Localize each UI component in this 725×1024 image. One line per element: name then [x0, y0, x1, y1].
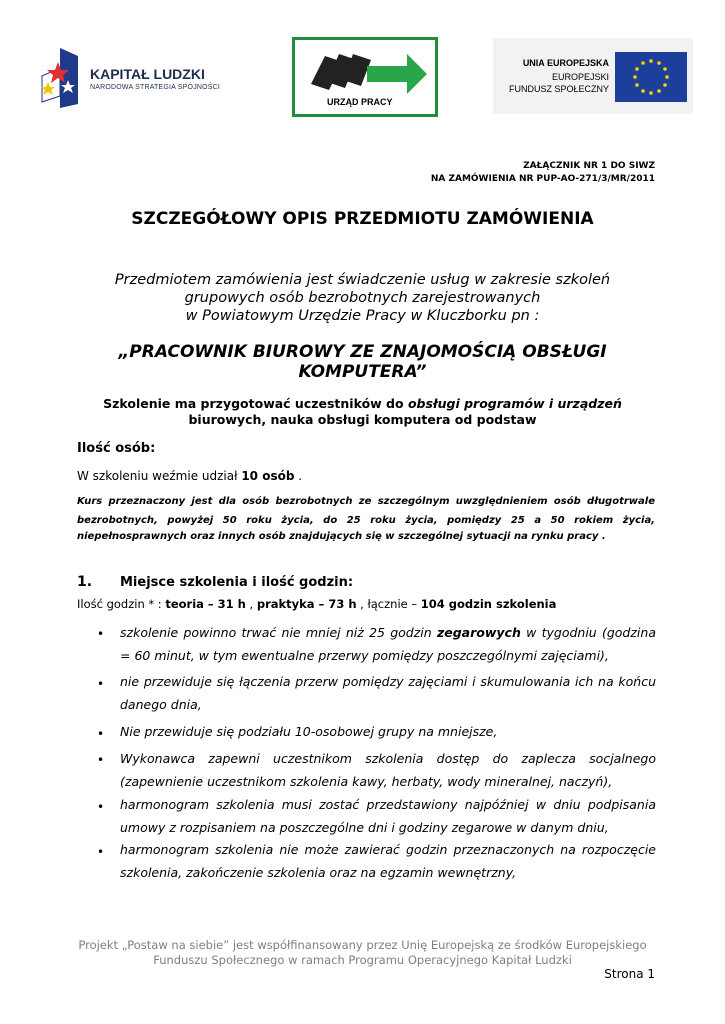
persons-text-a: W szkoleniu weźmie udział — [77, 469, 242, 483]
section-number: 1. — [77, 574, 93, 590]
kapital-ludzki-title: KAPITAŁ LUDZKI — [90, 66, 205, 82]
footer-line-1: Projekt „Postaw na siebie” jest współfinansowany przez Unię Europejską ze środków Europejskiego — [78, 938, 647, 952]
persons-heading: Ilość osób: — [77, 441, 156, 456]
persons-text — [77, 469, 302, 483]
list-item: harmonogram szkolenia musi zostać przedstawiony najpóźniej w dniu podpisania umowy z rozpisaniem na poszczególne dni i godziny zegarowe w danym dniu, — [120, 797, 656, 835]
hours-theory: teoria – 31 h — [165, 597, 246, 611]
list-item: Wykonawca zapewni uczestnikom szkolenia dostęp do zaplecza socjalnego (zapewnienie uczestnikom szkolenia kawy, herbaty, wody mineralnej, naczyń), — [120, 751, 656, 789]
list-item: nie przewiduje się łączenia przerw pomiędzy zajęciami i skumulowania ich na końcu danego dnia, — [120, 674, 656, 712]
intro-line-3: w Powiatowym Urzędzie Pracy w Kluczborku pn : — [185, 308, 540, 324]
kapital-ludzki-subtitle: NARODOWA STRATEGIA SPÓJNOŚCI — [90, 84, 221, 91]
course-title-line-1: „PRACOWNIK BIUROWY ZE ZNAJOMOŚCIĄ OBSŁUGI — [118, 342, 607, 362]
hours-line — [77, 597, 556, 611]
eu-flag-icon — [615, 52, 687, 102]
bullet-icon: • — [97, 753, 105, 767]
list-item-text: w tygodniu (godzina = 60 minut, w tym ewentualne przerwy pomiędzy poszczególnymi zajęciami), — [120, 625, 656, 663]
footer-line-2: Funduszu Społecznego w ramach Programu Operacyjnego Kapitał Ludzki — [153, 953, 572, 967]
kapital-ludzki-logo — [38, 44, 238, 114]
list-item-text: szkolenie powinno trwać nie mniej niż 25 godzin — [120, 625, 437, 640]
page-number: Strona 1 — [604, 967, 655, 981]
urzad-pracy-logo — [292, 37, 438, 117]
hours-practice: praktyka – 73 h — [256, 597, 357, 611]
bullet-icon: • — [97, 627, 105, 641]
urzad-pracy-emblem-icon — [307, 44, 427, 96]
attachment-ref-line-2: NA ZAMÓWIENIA NR PUP-AO-271/3/MR/2011 — [430, 174, 655, 184]
kurs-line-2: bezrobotnych, powyżej 50 roku życia, do 25 roku życia, pomiędzy 25 a 50 rokiem życia, — [77, 515, 655, 526]
goal-line-1-b: obsługi programów i urządzeń — [407, 396, 622, 411]
goal-line-1 — [0, 396, 725, 411]
goal-line-2: biurowych, nauka obsługi komputera od podstaw — [188, 412, 537, 427]
document-title: SZCZEGÓŁOWY OPIS PRZEDMIOTU ZAMÓWIENIA — [131, 209, 594, 229]
bullet-icon: • — [97, 800, 105, 814]
list-item: Nie przewiduje się podziału 10-osobowej grupy na mniejsze, — [120, 724, 498, 739]
goal-line-1-a: Szkolenie ma przygotować uczestników do — [103, 396, 408, 411]
intro-line-1: Przedmiotem zamówienia jest świadczenie usług w zakresie szkoleń — [114, 272, 611, 288]
list-item — [120, 621, 656, 667]
kurs-line-1: Kurs przeznaczony jest dla osób bezrobotnych ze szczególnym uwzględnieniem osób długotrwale — [77, 496, 655, 507]
kurs-line-3: niepełnosprawnych oraz innych osób znajdujących się w szczególnej sytuacji na rynku pracy . — [77, 531, 606, 542]
bullet-icon: • — [97, 845, 105, 859]
hours-total: 104 godzin szkolenia — [420, 597, 557, 611]
eu-line-3: FUNDUSZ SPOŁECZNY — [508, 84, 609, 94]
attachment-ref-line-1: ZAŁĄCZNIK NR 1 DO SIWZ — [523, 161, 655, 171]
section-title: Miejsce szkolenia i ilość godzin: — [120, 575, 354, 590]
urzad-pracy-label: URZĄD PRACY — [327, 97, 393, 107]
list-item: harmonogram szkolenia nie może zawierać godzin przeznaczonych na rozpoczęcie szkolenia, zakończenie szkolenia oraz na egzamin wewnętrzny, — [120, 842, 656, 880]
bullet-icon: • — [97, 677, 105, 691]
kapital-ludzki-emblem-icon — [38, 46, 88, 110]
list-item-bold: zegarowych — [436, 625, 521, 640]
bullet-icon: • — [97, 727, 105, 741]
eu-line-1: UNIA EUROPEJSKA — [522, 58, 609, 68]
course-title-line-2: KOMPUTERA” — [298, 362, 427, 382]
eu-line-2: EUROPEJSKI — [551, 72, 609, 82]
hours-c: , — [245, 597, 257, 611]
persons-text-c: . — [294, 469, 303, 483]
hours-e: , łącznie – — [356, 597, 421, 611]
eu-logo — [493, 38, 693, 114]
hours-a: Ilość godzin * : — [77, 597, 166, 611]
persons-count: 10 osób — [241, 469, 295, 483]
intro-line-2: grupowych osób bezrobotnych zarejestrowanych — [184, 290, 541, 306]
